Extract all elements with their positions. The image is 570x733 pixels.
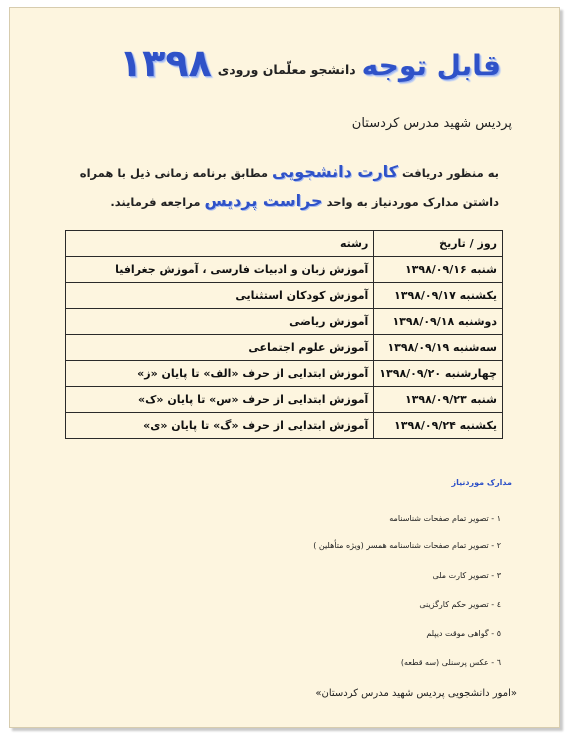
intro-paragraph <box>59 158 499 216</box>
intro-text-2: مطابق برنامه زمانی ذیل با همراه داشتن مدارک موردنیاز به واحد <box>79 166 499 209</box>
intro-text-3: مراجعه فرمایند. <box>110 195 201 209</box>
notice-page <box>9 7 560 728</box>
requirement-item: ۲ - تصویر تمام صفحات شناسنامه همسر (ویژه متأهلین ) <box>313 541 501 550</box>
notice-year: ۱۳۹۸ <box>118 41 212 85</box>
notice-subtitle: دانشجو معلّمان ورودی <box>217 62 356 77</box>
cell-date: شنبه ۱۳۹۸/۰۹/۱۶ <box>374 257 503 283</box>
schedule-table <box>65 230 503 439</box>
cell-date: دوشنبه ۱۳۹۸/۰۹/۱۸ <box>374 309 503 335</box>
footer-signature: «امور دانشجویی پردیس شهید مدرس کردستان» <box>315 688 517 699</box>
cell-field: آموزش کودکان استثنایی <box>66 283 374 309</box>
cell-date: شنبه ۱۳۹۸/۰۹/۲۳ <box>374 387 503 413</box>
cell-field: آموزش زبان و ادبیات فارسی ، آموزش جغرافیا <box>66 257 374 283</box>
table-row <box>66 257 503 283</box>
column-header-field: رشته <box>66 231 374 257</box>
cell-date: سه‌شنبه ۱۳۹۸/۰۹/۱۹ <box>374 335 503 361</box>
cell-field: آموزش ریاضی <box>66 309 374 335</box>
table-row <box>66 387 503 413</box>
cell-date: یکشنبه ۱۳۹۸/۰۹/۲۴ <box>374 413 503 439</box>
cell-date: چهارشنبه ۱۳۹۸/۰۹/۲۰ <box>374 361 503 387</box>
requirements-title: مدارک موردنیاز <box>451 478 512 487</box>
intro-highlight-student-card: کارت دانشجویی <box>272 162 398 181</box>
requirement-item: ٦ - عکس پرسنلی (سه قطعه) <box>400 658 501 667</box>
cell-field: آموزش ابتدایی از حرف «گ» تا پایان «ی» <box>66 413 374 439</box>
column-header-date: روز / تاریخ <box>374 231 503 257</box>
intro-highlight-security: حراست پردیس <box>204 191 323 210</box>
table-row <box>66 335 503 361</box>
table-header-row <box>66 231 503 257</box>
table-row <box>66 413 503 439</box>
notice-header <box>118 41 501 85</box>
intro-text-1: به منظور دریافت <box>401 166 499 180</box>
requirement-item: ٤ - تصویر حکم کارگزینی <box>419 600 501 609</box>
requirement-item: ۱ - تصویر تمام صفحات شناسنامه <box>389 514 501 523</box>
campus-name: پردیس شهید مدرس کردستان <box>351 116 512 131</box>
notice-title: قابل توجه <box>361 49 501 82</box>
cell-field: آموزش ابتدایی از حرف «الف» تا پایان «ز» <box>66 361 374 387</box>
table-row <box>66 361 503 387</box>
requirement-item: ۳ - تصویر کارت ملی <box>432 571 501 580</box>
table-row <box>66 283 503 309</box>
cell-field: آموزش ابتدایی از حرف «س» تا پایان «ک» <box>66 387 374 413</box>
cell-date: یکشنبه ۱۳۹۸/۰۹/۱۷ <box>374 283 503 309</box>
cell-field: آموزش علوم اجتماعی <box>66 335 374 361</box>
requirement-item: ٥ - گواهی موقت دیپلم <box>426 629 501 638</box>
table-row <box>66 309 503 335</box>
